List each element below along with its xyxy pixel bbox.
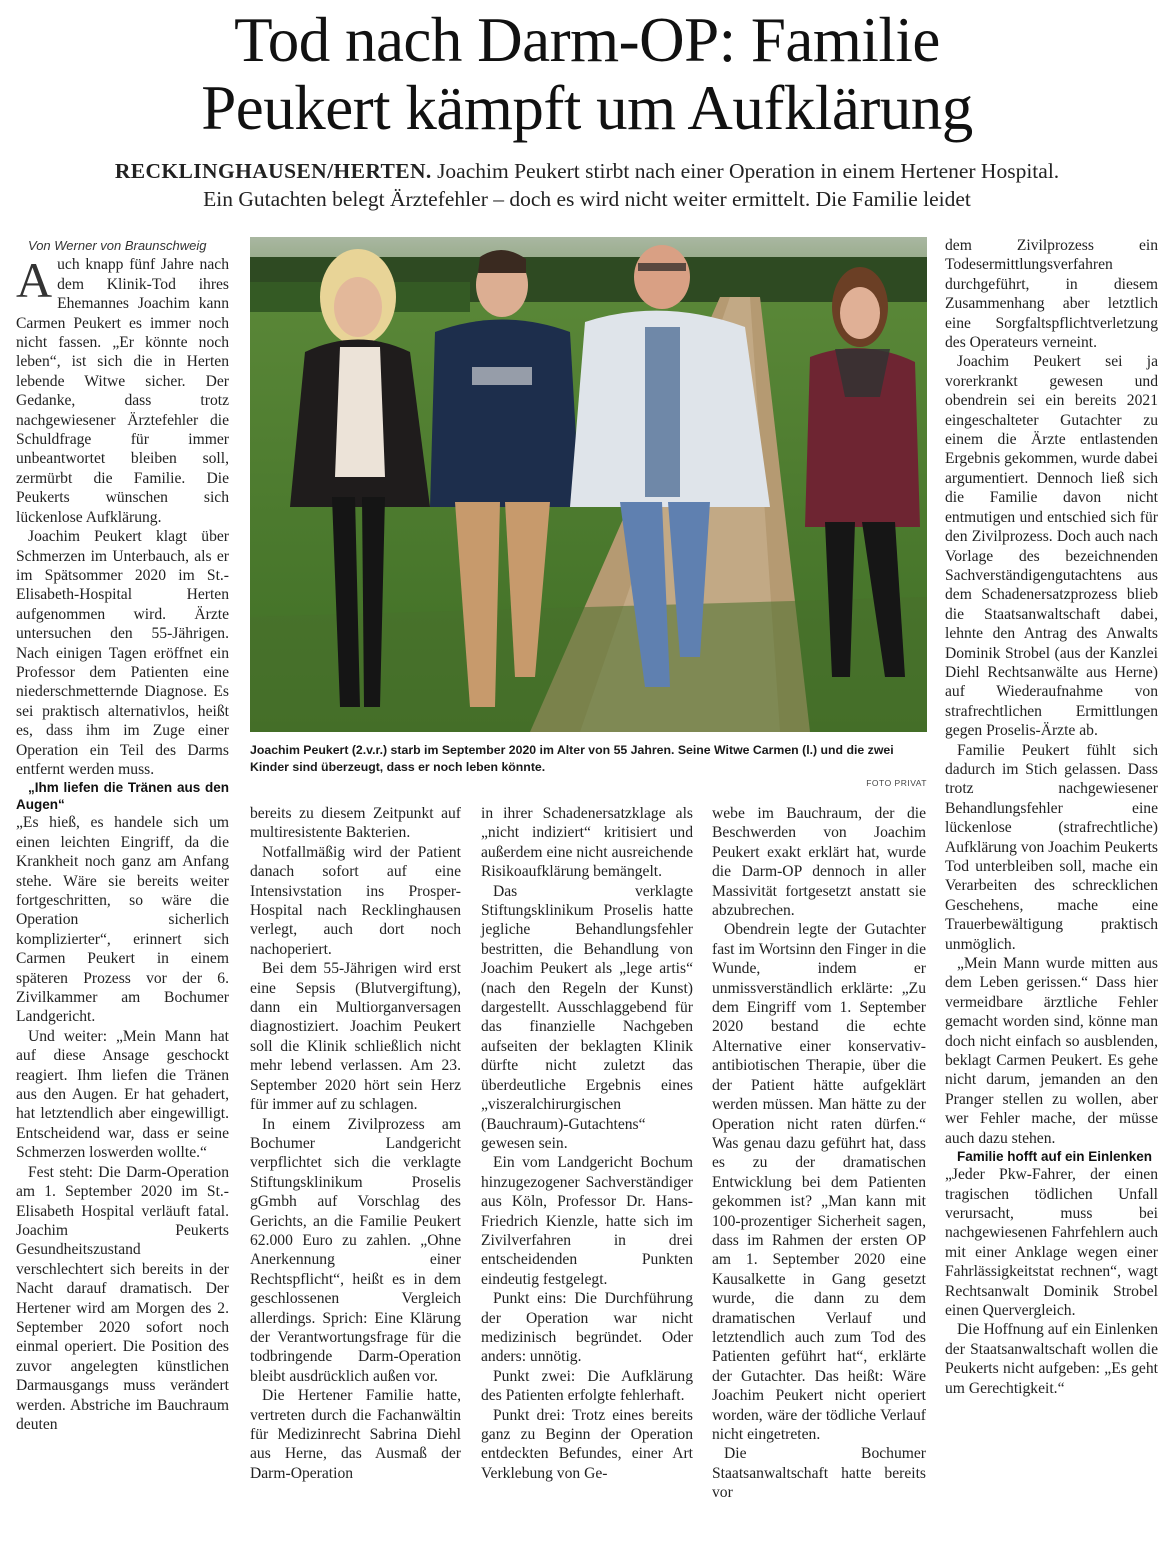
paragraph: Joachim Peukert klagt über Schmerzen im Unterbauch, als er im Spätsommer 2020 im St.-Elisabeth-Hospital Herten aufgenommen wird. Ärzte untersuchen den 55-Jährigen. Nach einigen Tagen eröffnet ein Professor dem Patienten eine niederschmetternde Diagnose. Es sei praktisch alternativlos, heißt es, dass ihm im Zuge einer Operation ein Teil des Darms entfernt werden muss. — [16, 528, 229, 778]
paragraph: Punkt zwei: Die Aufklärung des Patienten erfolgte fehlerhaft. — [481, 1367, 693, 1405]
teaser-text-1: Joachim Peukert stirbt nach einer Operation in einem Hertener Hospital. — [437, 159, 1060, 183]
teaser-text-2: Ein Gutachten belegt Ärztefehler – doch es wird nicht weiter ermittelt. Die Familie leidet — [203, 187, 971, 211]
subheading-hope: Familie hofft auf ein Einlenken — [957, 1149, 1153, 1165]
byline: Von Werner von Braunschweig — [28, 238, 207, 253]
paragraph-text: uch knapp fünf Jahre nach dem Klinik-Tod ihres Ehemannes Joachim kann Carmen Peukert es immer noch nicht fassen. „Er könnte noch leben“, ist sich die in Herten lebende Witwe sicher. Der Gedanke, dass trotz nachgewiesener Ärztefehler die Schuldfrage für immer unbeantwortet bleiben soll, zermürbt die Familie. Die Peukerts wünschen sich lückenlose Aufklärung. — [16, 256, 229, 526]
headline-line-2: Peukert kämpft um Aufklärung — [201, 73, 973, 143]
column-1 — [16, 236, 229, 1434]
subheading-tears: „Ihm liefen die Tränen aus den Augen“ — [16, 780, 229, 813]
paragraph: in ihrer Schadenersatzklage als „nicht indiziert“ kritisiert und außerdem eine nicht ausreichende Risikoaufklärung bemängelt. — [481, 805, 693, 881]
paragraph: Bei dem 55-Jährigen wird erst eine Sepsis (Blutvergiftung), dann ein Multiorganversagen diagnostiziert. Joachim Peukert soll die Klinik schließlich nicht mehr lebend verlassen. Am 23. September 2020 hört sein Herz für immer auf zu schlagen. — [250, 960, 461, 1114]
paragraph: Das verklagte Stiftungsklinikum Proselis hatte jegliche Behandlungsfehler bestritten, die Behandlung von Joachim Peukert als „lege artis“ (nach den Regeln der Kunst) dargestellt. Ausschlaggebend für das finanzielle Nachgeben aufseiten der beklagten Klinik dürfte nicht zuletzt das überdeutliche Ergebnis eines „viszeralchirurgischen (Bauchraum)-Gutachtens“ gewesen sein. — [481, 882, 693, 1152]
paragraph: „Mein Mann wurde mitten aus dem Leben gerissen.“ Dass hier vermeidbare ärztliche Fehler gemacht worden sind, könne man doch nicht einfach so ausblenden, beklagt Carmen Peukert. Es gehe nicht darum, jemanden an den Pranger stellen zu wollen, aber wer Fehler mache, der müsse auch dazu stehen. — [945, 955, 1158, 1147]
paragraph: Notfallmäßig wird der Patient danach sofort auf eine Intensivstation ins Prosper-Hospital nach Recklinghausen verlegt, auch dort noch nachoperiert. — [250, 843, 461, 958]
paragraph: Die Bochumer Staatsanwaltschaft hatte bereits vor — [712, 1445, 926, 1502]
paragraph: In einem Zivilprozess am Bochumer Landgericht verpflichtet sich die verklagte Stiftungsklinikum Proselis gGmbh auf Vorschlag des Gerichts, an die Familie Peukert 62.000 Euro zu zahlen. „Ohne Anerkennung einer Rechtspflicht“, heißt es in dem geschlossenen Vergleich allerdings. Sprich: Eine Klärung der Verantwortungsfrage für die todbringende Darm-Operation bleibt ausdrücklich außen vor. — [250, 1115, 461, 1385]
paragraph: Obendrein legte der Gutachter fast im Wortsinn den Finger in die Wunde, indem er unmissverständlich erklärte: „Zu dem Eingriff vom 1. September 2020 bestand die echte Alternative einer konservativ-antibiotischen Therapie, über die der Patient hätte aufgeklärt werden müssen. Man hätte zu der Operation nicht raten dürfen.“ Was genau dazu geführt hat, dass es zu der dramatischen Entwicklung bei dem Patienten gekommen ist? „Man kann mit 100-prozentiger Sicherheit sagen, dass im Rahmen der ersten OP am 1. September 2020 eine Kausalkette in Gang gesetzt wurde, die dann zu dem dramatischen Verlauf und letztendlich auch zum Tod des Patienten geführt hat“, erklärte der Gutachter. Das heißt: Wäre Joachim Peukert nicht operiert worden, wäre der tödliche Verlauf nicht eingetreten. — [712, 921, 926, 1443]
paragraph: Die Hertener Familie hatte, vertreten durch die Fachanwältin für Medizinrecht Sabrina Diehl aus Herne, das Ausmaß der Darm-Operation — [250, 1387, 461, 1482]
paragraph: Und weiter: „Mein Mann hat auf diese Ansage geschockt reagiert. Ihm liefen die Tränen aus den Augen. Er hat gehadert, hat letztendlich aber eingewilligt. Entscheidend war, dass er seine Schmerzen loswerden wollte.“ — [16, 1027, 229, 1162]
paragraph: dem Zivilprozess ein Todesermittlungsverfahren durchgeführt, in diesem Zusammenhang aber letztlich eine Sorgfaltspflichtverletzung des Operateurs verneint. — [945, 237, 1158, 352]
column-4 — [712, 804, 926, 1503]
column-2 — [250, 804, 461, 1483]
column-3 — [481, 804, 693, 1483]
paragraph: bereits zu diesem Zeitpunkt auf multiresistente Bakterien. — [250, 805, 461, 842]
teaser — [40, 157, 1134, 213]
paragraph: „Es hieß, es handele sich um einen leichten Eingriff, da die Krankheit noch ganz am Anfang stehe. Wäre sie bereits weiter fortgeschritten, so wäre die Operation sicherlich komplizierter“, erinnert sich Carmen Peukert in einem späteren Prozess vor der 6. Zivilkammer am Bochumer Landgericht. — [16, 814, 229, 1026]
paragraph: Punkt eins: Die Durchführung der Operation war nicht medizinisch begründet. Oder anders: unnötig. — [481, 1290, 693, 1366]
paragraph: „Jeder Pkw-Fahrer, der einen tragischen tödlichen Unfall verursacht, muss bei nachgewiesenen Fahrfehlern auch mit einer Anklage wegen einer Fahrlässigkeitstat rechnen“, wagt Rechtsanwalt Dominik Strobel einen Quervergleich. — [945, 1166, 1158, 1319]
paragraph: Familie Peukert fühlt sich dadurch im Stich gelassen. Dass trotz nachgewiesener Behandlungsfehler eine lückenlose (strafrechtliche) Aufklärung von Joachim Peukerts Tod unterbleiben soll, mache ein Verarbeiten des schrecklichen Geschehens, mache eine Trauerbewältigung praktisch unmöglich. — [945, 741, 1158, 953]
paragraph: webe im Bauchraum, der die Beschwerden von Joachim Peukert exakt erklärt hat, wurde die Darm-OP dennoch in aller Massivität fortgesetzt anstatt sie abzubrechen. — [712, 805, 926, 920]
teaser-place: RECKLINGHAUSEN/HERTEN. — [114, 159, 432, 183]
column-5 — [945, 236, 1158, 1398]
photo-credit: FOTO PRIVAT — [866, 778, 927, 788]
headline — [0, 6, 1174, 142]
paragraph: Fest steht: Die Darm-Operation am 1. September 2020 im St.-Elisabeth Hospital verläuft fatal. Joachim Peukerts Gesundheitszustand verschlechtert sich bereits in der Nacht darauf dramatisch. Der Hertener wird am Morgen des 2. September 2020 sofort noch einmal operiert. Die Position des zuvor angelegten künstlichen Darmausgangs muss verändert werden. Abstriche im Bauchraum deuten — [16, 1163, 229, 1433]
paragraph: Ein vom Landgericht Bochum hinzugezogener Sachverständiger aus Köln, Professor Dr. Hans-Friedrich Kienzle, hatte sich im Zivilverfahren in drei entscheidenden Punkten eindeutig festgelegt. — [481, 1154, 693, 1288]
drop-cap: A — [16, 252, 53, 309]
paragraph: Die Hoffnung auf ein Einlenken der Staatsanwaltschaft wollen die Peukerts nicht aufgeben: „Es geht um Gerechtigkeit.“ — [945, 1321, 1158, 1397]
paragraph — [16, 252, 229, 527]
photo-caption: Joachim Peukert (2.v.r.) starb im September 2020 im Alter von 55 Jahren. Seine Witwe Carmen (l.) und die zwei Kinder sind überzeugt, dass er noch leben könnte. — [250, 743, 894, 774]
paragraph: Joachim Peukert sei ja vorerkrankt gewesen und obendrein sei ein bereits 2021 eingeschalteter Gutachter zu einem die Ärzte entlastenden Ergebnis gekommen, wurde dabei argumentiert. Dennoch ließ sich die Familie davon nicht entmutigen und entschied sich für den Zivilprozess. Doch auch nach Vorlage des bezeichnenden Sachverständigengutachtens aus dem Schadenersatzprozess blieb die Staatsanwaltschaft dabei, lehnte den Antrag des Anwalts Dominik Strobel (aus der Kanzlei Diehl Rechtsanwälte aus Herne) auf Wiederaufnahme von strafrechtlichen Ermittlungen gegen Proselis-Ärzte ab. — [945, 353, 1158, 740]
headline-line-1: Tod nach Darm-OP: Familie — [234, 5, 940, 75]
paragraph: Punkt drei: Trotz eines bereits ganz zu Beginn der Operation entdeckten Befundes, einer Art Verklebung von Ge- — [481, 1406, 693, 1482]
family-photo — [250, 237, 927, 732]
